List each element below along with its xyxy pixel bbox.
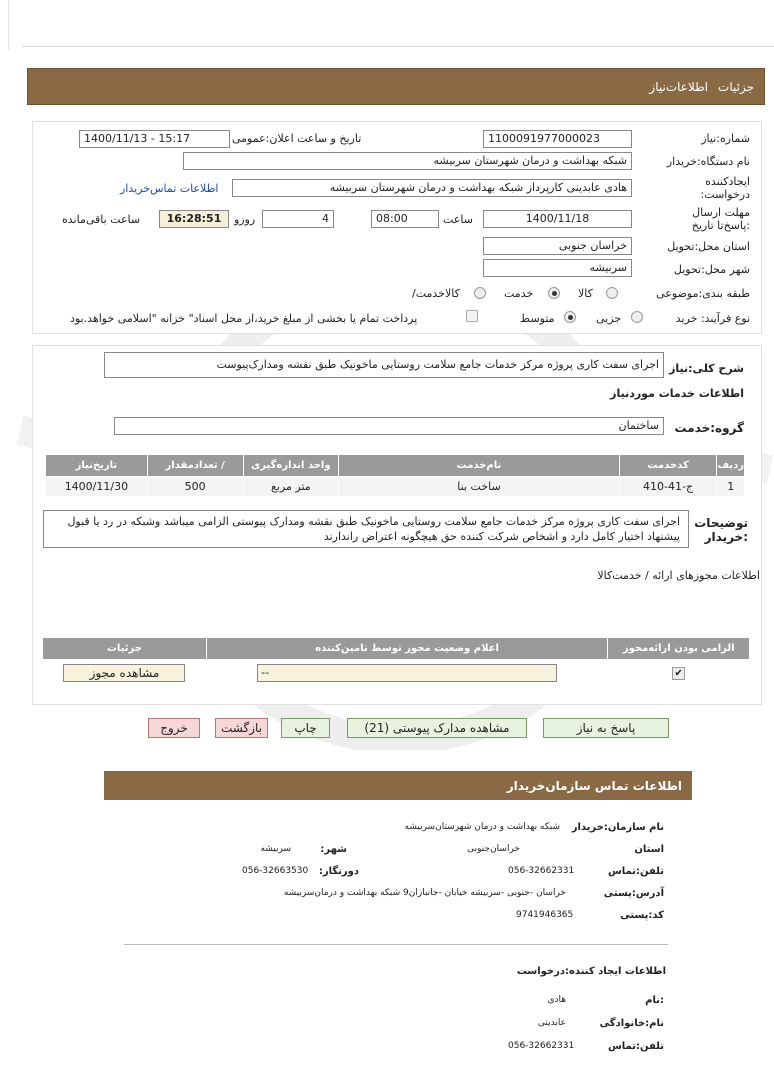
- org-value: شبکه بهداشت و درمان شهرستان‌سربیشه: [404, 822, 560, 832]
- services-table: [45, 454, 745, 497]
- services-table-header: [46, 455, 745, 477]
- view-permit-button[interactable]: مشاهده مجوز: [63, 664, 185, 682]
- contact-province-value: خراسان‌جنوبی: [467, 844, 520, 854]
- cell-service-name: ساخت بنا: [339, 477, 620, 497]
- header-bar: [27, 68, 765, 105]
- contact-title: اطلاعات تماس سازمان‌خریدار: [506, 779, 682, 793]
- province-field: خراسان جنوبی: [483, 237, 632, 255]
- city-label: شهر محل:تحویل: [673, 263, 750, 276]
- deadline-label: مهلت ارسال :پاسخ‌تا تاریخ: [691, 206, 750, 232]
- contact-province-label: استان: [634, 844, 664, 855]
- col-row: ردیف: [717, 455, 745, 477]
- fax-label: :دورنگار: [318, 866, 359, 877]
- group-label: گروه:خدمت: [674, 421, 744, 435]
- fax-value: 056-32663530: [242, 866, 309, 876]
- exit-button[interactable]: خروج: [148, 718, 200, 738]
- remaining-time-field: 16:28:51: [159, 210, 229, 228]
- contact-phone-label: تلفن:تماس: [607, 866, 664, 877]
- col-service-code: کدخدمت: [619, 455, 717, 477]
- category-service-radio[interactable]: [548, 287, 560, 299]
- category-goods-radio[interactable]: [606, 287, 618, 299]
- cell-permit-required: [608, 660, 750, 686]
- cell-need-date: 1400/11/30: [46, 477, 148, 497]
- process-label: نوع فرآیند: خرید: [675, 312, 750, 325]
- group-field: ساختمان: [114, 417, 664, 435]
- announce-label: تاریخ و ساعت اعلان:عمومی: [232, 132, 362, 145]
- deadline-time-field: 08:00: [371, 210, 439, 228]
- table-row: [43, 660, 750, 686]
- buyer-notes-label: توضیحات :خریدار: [694, 516, 748, 544]
- category-goods-service-label: /کالاخدمت: [412, 287, 460, 300]
- family-label: نام:خانوادگی: [599, 1018, 664, 1029]
- days-label: روزو: [234, 213, 256, 226]
- process-medium-radio[interactable]: [564, 311, 576, 323]
- table-row: [46, 477, 745, 497]
- remaining-label: ساعت باقی‌مانده: [62, 213, 141, 226]
- contact-city-label: :شهر: [320, 844, 347, 855]
- buyer-label: نام دستگاه:خریدار: [666, 155, 750, 168]
- tab-details[interactable]: جزئیات: [718, 80, 754, 94]
- category-goods-service-radio[interactable]: [474, 287, 486, 299]
- top-divider: [22, 46, 774, 47]
- col-need-date: تاریخ‌نیاز: [46, 455, 148, 477]
- checkmark-icon: ✔: [672, 667, 685, 680]
- creator-phone-label: تلفن:تماس: [607, 1041, 664, 1052]
- contact-phone-value: 056-32662331: [508, 866, 575, 876]
- address-value: خراسان -جنوبی -سربیشه خیابان -جانبازان9 شبکه بهداشت و درمان‌سربیشه: [283, 888, 566, 898]
- postal-label: کد:پستی: [620, 910, 664, 921]
- postal-value: 9741946365: [516, 910, 574, 920]
- treasury-payment-checkbox[interactable]: [466, 310, 478, 322]
- contact-divider: [124, 944, 668, 945]
- services-title: اطلاعات خدمات موردنیاز: [610, 387, 744, 400]
- process-minor-radio[interactable]: [631, 311, 643, 323]
- province-label: استان محل:تحویل: [667, 240, 750, 253]
- cell-quantity: 500: [147, 477, 243, 497]
- announce-field: 1400/11/13 - 15:17: [79, 130, 230, 148]
- col-permit-details: جزئیات: [43, 638, 207, 660]
- need-number-label: شماره:نیاز: [701, 132, 750, 145]
- reply-button[interactable]: پاسخ به نیاز: [543, 718, 669, 738]
- days-field: 4: [262, 210, 334, 228]
- permits-title: اطلاعات مجوزهای ارائه / خدمت‌کالا: [597, 569, 760, 582]
- cell-service-code: ج-41-410: [619, 477, 717, 497]
- col-quantity: / تعدادمقدار: [147, 455, 243, 477]
- name-label: نام:: [645, 995, 664, 1006]
- creator-label: ایجادکننده درخواست:: [700, 175, 750, 201]
- left-divider: [8, 0, 9, 50]
- creator-field: هادی عابدینی کارپرداز شبکه بهداشت و درمان شهرستان سربیشه: [232, 179, 632, 197]
- print-button[interactable]: چاپ: [281, 718, 330, 738]
- treasury-payment-note: پرداخت تمام یا بخشی از مبلغ خرید،از محل اسناد" خزانه "اسلامی خواهد.بود: [70, 312, 418, 325]
- back-button[interactable]: بازگشت: [215, 718, 268, 738]
- family-value: عابدینی: [537, 1018, 566, 1028]
- desc-label: شرح کلی:نیاز: [669, 362, 744, 375]
- contact-city-value: سربیشه: [260, 844, 291, 854]
- cell-permit-status: [206, 660, 608, 686]
- buyer-contact-link[interactable]: اطلاعات تماس‌خریدار: [120, 182, 219, 195]
- city-field: سربیشه: [483, 259, 632, 277]
- view-attachments-button[interactable]: مشاهده مدارک پیوستی (21): [347, 718, 527, 738]
- process-medium-label: متوسط: [520, 312, 555, 325]
- buyer-field: شبکه بهداشت و درمان شهرستان سربیشه: [183, 152, 632, 170]
- col-service-name: نام‌خدمت: [339, 455, 620, 477]
- name-value: هادی: [547, 995, 566, 1005]
- time-label: ساعت: [443, 213, 473, 226]
- process-minor-label: جزیی: [596, 312, 622, 325]
- cell-unit: متر مربع: [243, 477, 339, 497]
- col-permit-status: اعلام وضعیت مجوز توسط تامین‌کننده: [206, 638, 608, 660]
- address-label: آدرس:پستی: [603, 888, 664, 899]
- col-unit: واحد اندازه‌گیری: [243, 455, 339, 477]
- permits-table-header: [43, 638, 750, 660]
- category-service-label: خدمت: [504, 287, 534, 300]
- tab-need-info[interactable]: اطلاعات‌نیاز: [649, 80, 708, 94]
- desc-field: اجرای سفت کاری پروژه مرکز خدمات جامع سلامت روستایی ماخونیک طبق نقشه ومدارک‌پیوست: [104, 352, 664, 378]
- org-label: نام سازمان:خریدار: [571, 822, 664, 833]
- deadline-date-field: 1400/11/18: [483, 210, 632, 228]
- creator-phone-value: 056-32662331: [508, 1041, 575, 1051]
- creator-section-title: اطلاعات ایجاد کننده:درخواست: [516, 966, 666, 977]
- permit-status-field: --: [257, 664, 557, 682]
- col-permit-required: الزامی بودن ارائه‌مجوز: [608, 638, 750, 660]
- contact-bar: [104, 771, 692, 800]
- category-goods-label: کالا: [578, 287, 593, 300]
- need-number-field: 1100091977000023: [483, 130, 632, 148]
- cell-row: 1: [717, 477, 745, 497]
- buyer-notes-field: اجرای سفت کاری پروژه مرکز خدمات جامع سلامت روستایی ماخونیک طبق نقشه ومدارک پیوستی الزامی میباشد وشبکه در رد یا قبول پیشنهاد اختیار کامل دارد و اشخاص شرکت کننده حق هیچگونه اعتراض راندارند: [43, 510, 689, 548]
- category-label: طبقه بندی:موضوعی: [656, 287, 750, 300]
- permits-table: [42, 637, 750, 686]
- cell-permit-details: [43, 660, 207, 686]
